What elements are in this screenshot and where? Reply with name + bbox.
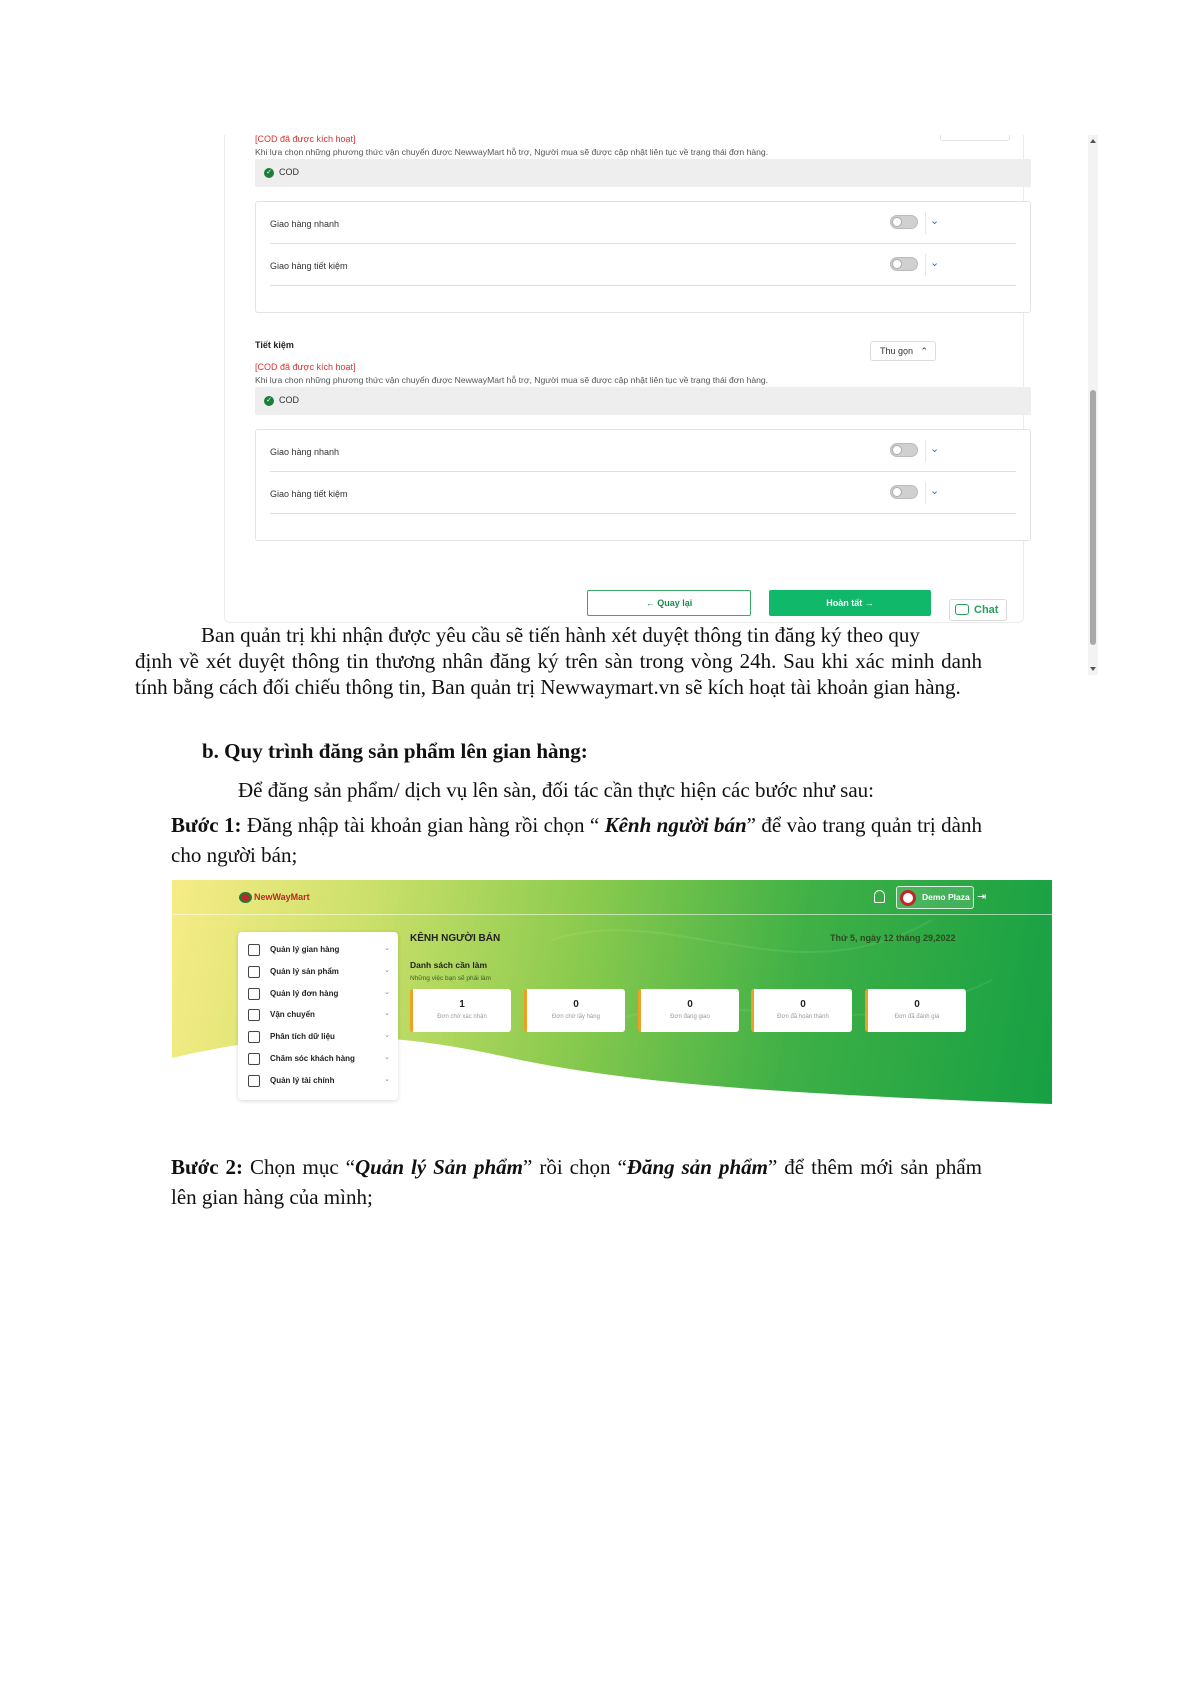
shipping-info-note: Khi lựa chọn những phương thức vận chuyển được NewwayMart hỗ trợ, Người mua sẽ được cập nhật liên tục về trạng thái đơn hàng. <box>255 375 769 385</box>
logout-icon[interactable]: ⇥ <box>977 891 987 903</box>
shipping-row-fast <box>270 202 1016 244</box>
order-icon <box>248 988 260 1000</box>
back-button[interactable]: ← Quay lại <box>587 590 751 616</box>
chevron-down-icon: ⌄ <box>384 945 390 952</box>
account-button[interactable] <box>896 886 974 909</box>
scrollbar[interactable] <box>1088 135 1098 675</box>
shipping-methods-box <box>255 429 1031 541</box>
cod-activated-note: [COD đã được kích hoạt] <box>255 362 356 372</box>
sidebar-item-support[interactable]: Chăm sóc khách hàng ⌄ <box>248 1051 390 1069</box>
sidebar-item-store[interactable]: Quản lý gian hàng ⌄ <box>248 942 390 960</box>
shipping-methods-box <box>255 201 1031 313</box>
scrollbar-thumb[interactable] <box>1090 390 1096 645</box>
sidebar-item-finance[interactable]: Quản lý tài chính ⌄ <box>248 1073 390 1091</box>
chevron-down-icon: ⌄ <box>384 967 390 974</box>
chat-icon <box>955 604 969 615</box>
chat-button[interactable] <box>949 599 1007 621</box>
chevron-down-icon: ⌄ <box>384 1054 390 1061</box>
cod-label: COD <box>279 167 299 177</box>
section-heading-b: b. Quy trình đăng sản phẩm lên gian hàng: <box>202 739 588 763</box>
fast-shipping-toggle[interactable] <box>890 215 918 229</box>
step-label: Bước 1: <box>171 813 242 837</box>
shipping-row-save <box>270 244 1016 286</box>
chevron-down-icon: ⌄ <box>384 1010 390 1017</box>
shipping-row-save <box>270 472 1016 514</box>
sidebar-item-shipping[interactable]: Vận chuyển ⌄ <box>248 1007 390 1025</box>
save-shipping-toggle[interactable] <box>890 257 918 271</box>
paragraph-line: Ban quản trị khi nhận được yêu cầu sẽ tiến hành xét duyệt thông tin đăng ký theo quy <box>201 623 920 647</box>
sidebar-menu <box>238 932 398 1100</box>
chevron-down-icon: ⌄ <box>384 1076 390 1083</box>
emphasis: Quản lý Sản phẩm <box>355 1155 524 1179</box>
finish-label: Hoàn tất <box>826 598 863 608</box>
approval-paragraph <box>135 622 982 700</box>
intro-text: Để đăng sản phẩm/ dịch vụ lên sàn, đối tác cần thực hiện các bước như sau: <box>238 778 874 802</box>
analytics-icon <box>248 1031 260 1043</box>
top-bar <box>172 880 1052 915</box>
cod-option[interactable] <box>255 387 1031 415</box>
date-label: Thứ 5, ngày 12 tháng 29,2022 <box>830 933 956 943</box>
chevron-up-icon: ⌃ <box>920 346 928 356</box>
collapse-label: Thu gọn <box>880 346 914 356</box>
todo-subtitle: Những việc bạn sẽ phải làm <box>410 975 491 982</box>
shipping-icon <box>248 1009 260 1021</box>
emphasis: Kênh người bán <box>604 813 747 837</box>
sidebar-item-orders[interactable]: Quản lý đơn hàng ⌄ <box>248 986 390 1004</box>
stat-card-completed[interactable]: 0 Đơn đã hoàn thành <box>751 989 852 1032</box>
emphasis: Đăng sản phẩm <box>626 1155 768 1179</box>
chevron-down-icon[interactable]: ⌄ <box>930 485 940 497</box>
finish-button[interactable]: Hoàn tất → <box>769 590 931 616</box>
stat-card-pending[interactable]: 1 Đơn chờ xác nhận <box>410 989 511 1032</box>
collapse-button-top[interactable] <box>940 135 1010 141</box>
check-icon: ✓ <box>264 396 274 406</box>
step-1: Bước 1: Đăng nhập tài khoản gian hàng rồi chọn “ Kênh người bán” để vào trang quản trị dành cho người bán; <box>171 813 982 867</box>
stat-card-delivering[interactable]: 0 Đơn đang giao <box>638 989 739 1032</box>
stat-card-reviewed[interactable]: 0 Đơn đã đánh giá <box>865 989 966 1032</box>
step-2: Bước 2: Chọn mục “Quản lý Sản phẩm” rồi chọn “Đăng sản phẩm” để thêm mới sản phẩm lên gian hàng của mình; <box>171 1155 982 1209</box>
product-icon <box>248 966 260 978</box>
avatar <box>900 890 916 906</box>
shipping-method-name: Giao hàng tiết kiệm <box>270 261 348 271</box>
logo[interactable]: NewWayMart <box>239 892 310 903</box>
finance-icon <box>248 1075 260 1087</box>
sidebar-item-analytics[interactable]: Phân tích dữ liệu ⌄ <box>248 1029 390 1047</box>
support-icon <box>248 1053 260 1065</box>
shipping-method-name: Giao hàng nhanh <box>270 447 340 457</box>
check-icon: ✓ <box>264 168 274 178</box>
save-shipping-toggle[interactable] <box>890 485 918 499</box>
shipping-info-note: Khi lựa chọn những phương thức vận chuyển được NewwayMart hỗ trợ, Người mua sẽ được cập nhật liên tục về trạng thái đơn hàng. <box>255 147 769 157</box>
step-label: Bước 2: <box>171 1155 244 1179</box>
cod-label: COD <box>279 395 299 405</box>
shipping-method-name: Giao hàng nhanh <box>270 219 340 229</box>
collapse-button[interactable] <box>870 341 936 361</box>
chevron-down-icon[interactable]: ⌄ <box>930 443 940 455</box>
shipping-method-name: Giao hàng tiết kiệm <box>270 489 348 499</box>
stat-card-pickup[interactable]: 0 Đơn chờ lấy hàng <box>524 989 625 1032</box>
shipping-settings-screenshot <box>208 135 1098 675</box>
section-title-tiet-kiem: Tiết kiệm <box>255 340 294 350</box>
chevron-down-icon[interactable]: ⌄ <box>930 257 940 269</box>
chat-label: Chat <box>974 604 999 616</box>
cod-activated-note: [COD đã được kích hoạt] <box>255 135 356 144</box>
cod-option[interactable] <box>255 159 1031 187</box>
fast-shipping-toggle[interactable] <box>890 443 918 457</box>
chevron-down-icon: ⌄ <box>384 1032 390 1039</box>
shipping-row-fast <box>270 430 1016 472</box>
sidebar-item-products[interactable]: Quản lý sản phẩm ⌄ <box>248 964 390 982</box>
seller-channel-screenshot <box>172 880 1052 1112</box>
chevron-down-icon: ⌄ <box>384 989 390 996</box>
back-label: Quay lại <box>657 598 693 608</box>
shipping-card <box>224 135 1024 623</box>
paragraph-text: định về xét duyệt thông tin thương nhân đăng ký trên sàn trong vòng 24h. Sau khi xác minh danh tính bằng cách đối chiếu thông tin, Ban quản trị Newwaymart.vn sẽ kích hoạt tài khoản gian hàng. <box>135 649 982 699</box>
chevron-down-icon[interactable]: ⌄ <box>930 215 940 227</box>
account-name: Demo Plaza <box>922 892 970 902</box>
page-title: KÊNH NGƯỜI BÁN <box>410 933 501 944</box>
store-icon <box>248 944 260 956</box>
bell-icon[interactable] <box>874 890 885 903</box>
todo-title: Danh sách cần làm <box>410 960 488 970</box>
